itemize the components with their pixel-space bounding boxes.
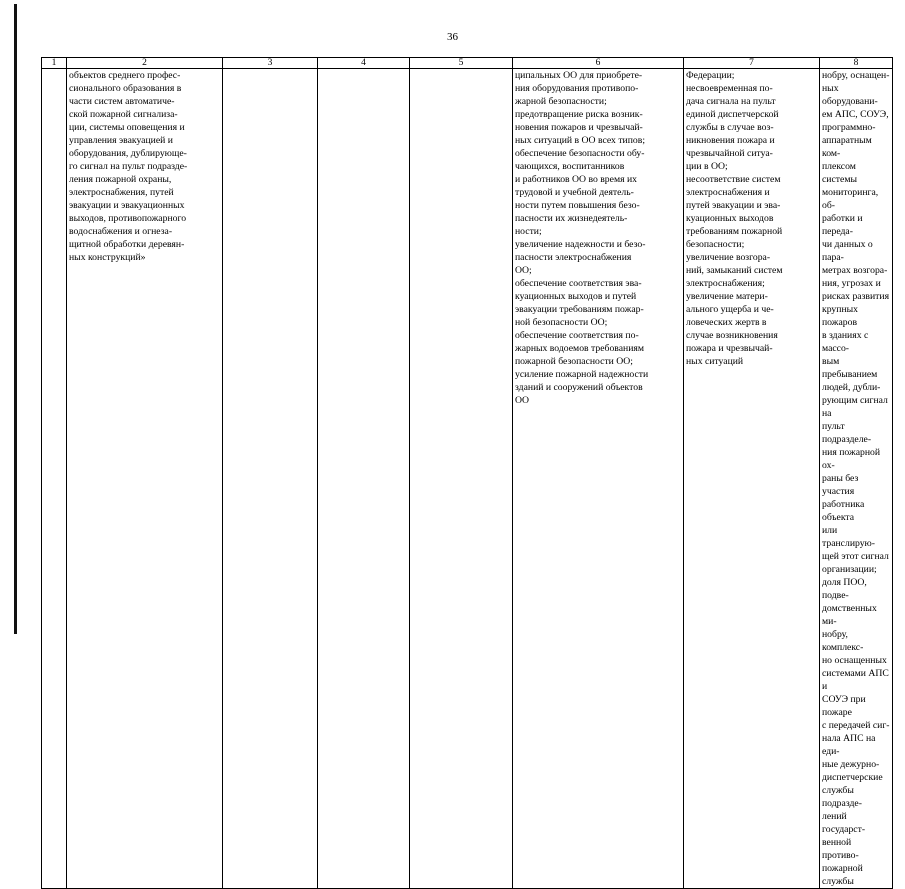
cell-col-2 [67,69,223,889]
column-header-3: 3 [223,58,318,69]
cell-col-5 [410,69,513,889]
column-header-1: 1 [42,58,67,69]
cell-col-6 [513,69,684,889]
cell-text-col-2: объектов среднего профес- сионального образования в части систем автоматиче- ской пожарной сигнализа- ции, системы оповещения и управления эвакуацией и оборудования, дублирующе- го сигнал на пульт подразде- ления пожарной охраны, электроснабжения, путей эвакуации и эвакуационных выходов, противопожарного водоснабжения и огнеза- щитной обработки деревян- ных конструкций» [69,70,188,263]
page-number: 36 [447,31,458,43]
document-table [41,57,893,889]
table-row [42,69,893,889]
cell-text-col-8: нобру, оснащен- ных оборудовани- ем АПС, СОУЭ, программно- аппаратным ком- плексом системы мониторинга, об- работки и переда- чи данных о пара- метрах возгора- ния, угрозах и рисках развития крупных пожаров в зданиях с массо- вым пребыванием людей, дубли- рующим сигнал на пульт подразделе- ния пожарной ох- раны без участия работника объекта или транслирую- щей этот сигнал организации; доля ПОО, подве- домственных ми- нобру, комплекс- но оснащенных системами АПС и СОУЭ при пожаре с передачей сиг- нала АПС на еди- ные дежурно- диспетчерские службы подразде- лений государст- венной противо- пожарной службы [822,70,890,887]
column-header-7: 7 [684,58,820,69]
cell-text-col-7: Федерации; несвоевременная по- дача сигнала на пульт единой диспетчерской службы в случае воз- никновения пожара и чрезвычайной ситуа- ции в ОО; несоответствие систем электроснабжения и путей эвакуации и эва- куационных выходов требованиям пожарной безопасности; увеличение возгора- ний, замыканий систем электроснабжения; увеличение матери- ального ущерба и че- ловеческих жертв в случае возникновения пожара и чрезвычай- ных ситуаций [686,70,783,367]
cell-text-col-6: ципальных ОО для приобрете- ния оборудования противопо- жарной безопасности; предотвращение риска возник- новения пожаров и чрезвычай- ных ситуаций в ОО всех типов; обеспечение безопасности обу- чающихся, воспитанников и работников ОО во время их трудовой и учебной деятель- ности путем повышения безо- пасности их жизнедеятель- ности; увеличение надежности и безо- пасности электроснабжения ОО; обеспечение соответствия эва- куационных выходов и путей эвакуации требованиям пожар- ной безопасности ОО; обеспечение соответствия по- жарных водоемов требованиям пожарной безопасности ОО; усиление пожарной надежности зданий и сооружений объектов ОО [515,70,649,406]
cell-col-8 [820,69,893,889]
column-header-5: 5 [410,58,513,69]
header-row [42,58,893,69]
column-header-2: 2 [67,58,223,69]
column-header-6: 6 [513,58,684,69]
cell-col-4 [318,69,410,889]
column-header-4: 4 [318,58,410,69]
cell-col-1 [42,69,67,889]
column-header-8: 8 [820,58,893,69]
cell-col-3 [223,69,318,889]
scan-edge [14,4,17,634]
cell-col-7 [684,69,820,889]
